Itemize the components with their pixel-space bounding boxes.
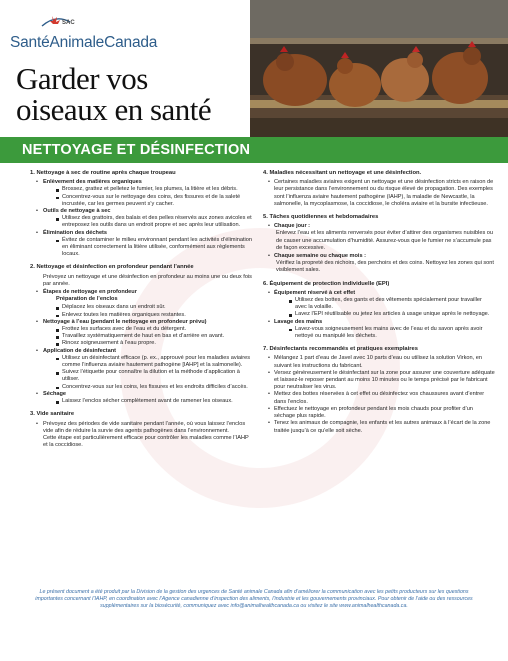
left-column [30,170,253,455]
list-item: • Nettoyage à l’eau (pendant le nettoyage en profondeur prévu) [30,319,253,326]
brand-name: SantéAnimaleCanada [10,34,158,51]
footer-note: Le présent document a été produit par la Division de la gestion des urgences de Santé animale Canada afin d’améliorer la communication avec les petits producteurs sur les questions importantes concernant l’IAHP, en coordination avec l’Agence canadienne d’inspection des aliments, l’industrie et les gouvernements provinciaux. Pour obtenir de l’aide ou des ressources supplémentaires sur la biosécurité, communiquez avec info@animalhealthcanada.ca ou visitez le site www.animalhealthcanada.ca. [35,589,473,609]
title-line-2: oiseaux en santé [16,92,212,127]
paragraph: Vérifiez la propreté des nichoirs, des perchoirs et des coins. Nettoyez les zones qui sont visiblement sales. [276,260,494,274]
list-item: • Prévoyez des périodes de vide sanitaire pendant l’année, où vous laissez l’enclos vide afin de réduire la survie des agents pathogènes dans l’environnement. [30,421,253,435]
list-item: Concentrez-vous sur les coins, les fissures et les endroits difficiles d’accès. [30,384,253,391]
list-item: Brossez, grattez et pelletez le fumier, les plumes, la litière et les débris. [30,186,253,193]
paragraph: Prévoyez un nettoyage et une désinfection en profondeur au moins une ou deux fois par année. [43,273,252,287]
section-3 [30,411,253,449]
list-item: Suivez l’étiquette pour connaître la dilution et la méthode d’application à utiliser. [30,369,253,383]
section-7 [263,346,495,434]
section-4 [263,170,495,208]
title-line-1: Garder vos [16,61,148,96]
list-item: • Application de désinfectant [30,348,253,355]
list-item: Utilisez des grattoirs, des balais et des pelles réservés aux zones avicoles et entreposez les outils dans un endroit propre et sec après leur utilisation. [30,215,253,229]
list-item: Travaillez systématiquement de haut en bas et d’arrière en avant. [30,333,253,340]
section-5 [263,214,495,275]
list-item: Frottez les surfaces avec de l’eau et du détergent. [30,326,253,333]
list-item: Utilisez des bottes, des gants et des vêtements spécialement pour travailler avec la volaille. [263,297,495,311]
header [0,0,508,137]
list-item: • Effectuez le nettoyage en profondeur pendant les mois chauds pour profiter d’un séchage plus rapide. [263,406,495,420]
section-heading: 3. Vide sanitaire [30,411,75,418]
banner-title: NETTOYAGE ET DÉSINFECTION [22,142,251,158]
page-title [16,63,211,125]
list-item: Rincez soigneusement à l’eau propre. [30,340,253,347]
list-item: Enlevez toutes les matières organiques restantes. [30,312,253,319]
section-1 [30,170,253,258]
subheading: Préparation de l’enclos [56,296,118,303]
list-item: • Séchage [30,391,253,398]
list-item: Utilisez un désinfectant efficace (p. ex., approuvé pour les maladies aviaires comme l’influenza aviaire hautement pathogène [IAHP] et la salmonelle). [30,355,253,369]
list-item: Déplacez les oiseaux dans un endroit sûr. [30,304,253,311]
content [0,163,508,581]
section-banner [0,137,508,163]
list-item: Lavez-vous soigneusement les mains avec de l’eau et du savon après avoir nettoyé ou manipulé les déchets. [263,326,495,340]
list-item: • Mettez des bottes réservées à cet effet ou désinfectez vos chaussures avant d’entrer dans l’enclos. [263,391,495,405]
list-item: • Outils de nettoyage à sec [30,208,253,215]
paragraph: Cette étape est particulièrement efficace pour contrôler les maladies comme l’IAHP et la coccidiose. [43,434,249,449]
list-item: Lavez l’EPI réutilisable ou jetez les articles à usage unique après le nettoyage. [263,311,495,318]
list-item: • Chaque jour : [263,223,495,230]
list-item: • Tenez les animaux de compagnie, les enfants et les autres animaux à l’écart de la zone traitée jusqu’à ce qu’elle soit sèche. [263,420,495,434]
right-column [263,170,495,441]
list-item: Laissez l’enclos sécher complètement avant de ramener les oiseaux. [30,398,253,405]
section-heading: 5. Tâches quotidiennes et hebdomadaires [263,214,379,221]
list-item: • Équipement réservé à cet effet [263,290,495,297]
list-item: Évitez de contaminer le milieu environnant pendant les activités d’élimination en éliminant correctement la litière utilisée, conformément aux règlements locaux. [30,237,253,259]
chickens-photo [250,0,508,137]
section-heading: 7. Désinfectants recommandés et pratiques exemplaires [263,346,418,353]
list-item: • Chaque semaine ou chaque mois : [263,253,495,260]
section-heading: 1. Nettoyage à sec de routine après chaque troupeau [30,170,176,176]
section-heading: 6. Équipement de protection individuelle (EPI) [263,280,390,287]
list-item: • Élimination des déchets [30,230,253,237]
list-item: Concentrez-vous sur le nettoyage des coins, des fissures et de la saleté incrustée, car les germes peuvent s’y cacher. [30,194,253,208]
list-item: • Enlèvement des matières organiques [30,179,253,186]
section-6 [263,281,495,341]
list-item: • Certaines maladies aviaires exigent un nettoyage et une désinfection stricts en raison de leur persistance dans l’environnement ou du risque élevé de propagation. Des exemples sont l’influenza aviaire hautement pathogène (IAHP), la maladie de Newcastle, la salmonelle, la mycoplasmose, la coccidiose, le choléra aviaire et la bursite infectieuse. [263,179,495,208]
list-item: • Lavage des mains [263,319,495,326]
section-heading: 4. Maladies nécessitant un nettoyage et une désinfection. [263,170,422,176]
paragraph: Enlevez l’eau et les aliments renversés pour éviter d’attirer des organismes nuisibles ou de causer une accumulation d’humidité. Assurez-vous que le fumier ne s’accumule pas de façon excessive. [276,230,494,251]
logo[interactable] [10,12,158,52]
list-item: • Versez généreusement le désinfectant sur la zone pour assurer une couverture adéquate et laissez-le reposer pendant au moins 10 minutes ou le temps précisé par le fabricant pour neutraliser les virus. [263,370,495,392]
section-2 [30,264,253,405]
list-item: • Mélangez 1 part d’eau de Javel avec 10 parts d’eau ou utilisez la solution Virkon, en suivant les instructions du fabricant. [263,355,495,369]
section-heading: 2. Nettoyage et désinfection en profondeur pendant l’année [30,264,194,271]
logo-sac: SAC [62,20,75,26]
list-item: • Étapes de nettoyage en profondeur [30,289,253,296]
